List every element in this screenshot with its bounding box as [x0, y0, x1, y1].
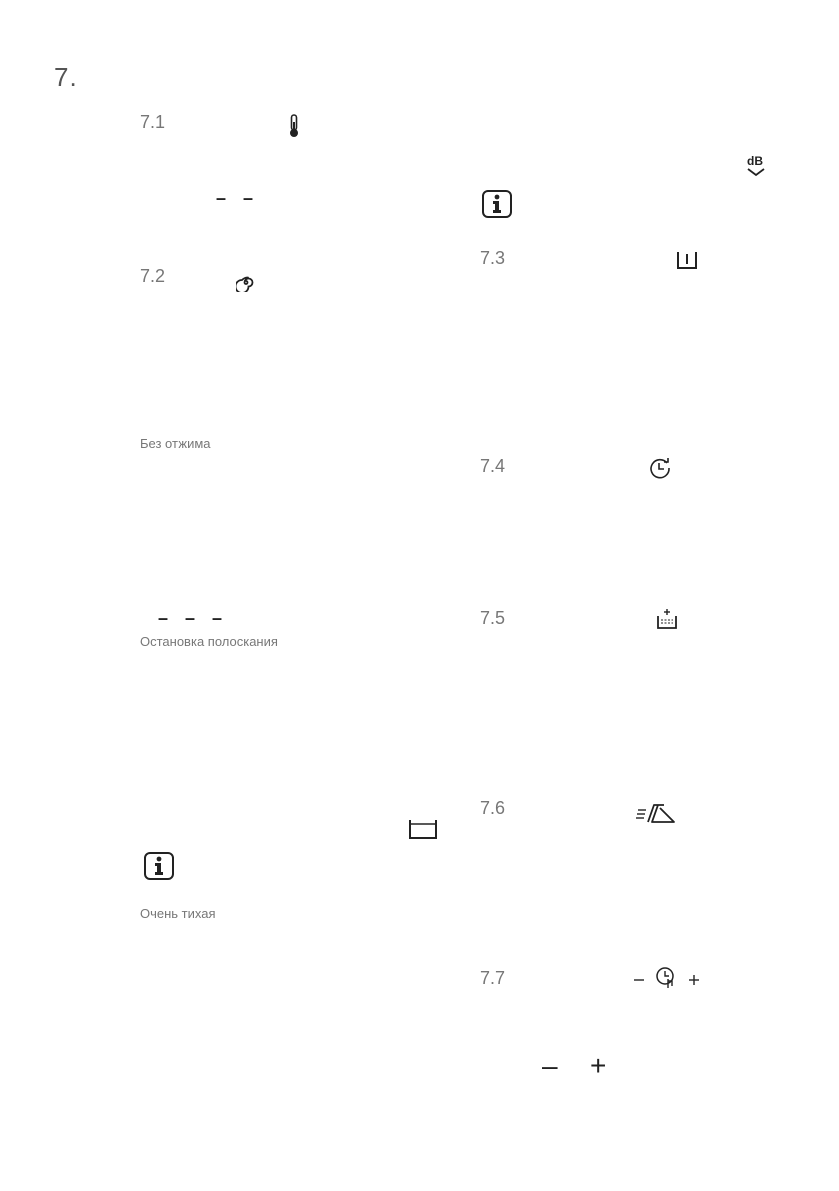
time-manager-icon: [632, 964, 702, 990]
section-7-5-number: 7.5: [480, 608, 506, 628]
section-7-1-number: 7.1: [140, 112, 166, 132]
section-7-3-number: 7.3: [480, 248, 506, 268]
easy-iron-icon: [636, 802, 676, 824]
db-quiet-icon: [744, 154, 768, 178]
section-7-2-number: 7.2: [140, 266, 166, 286]
label-no-spin: Без отжима: [140, 436, 211, 451]
info-icon: [144, 852, 174, 880]
extra-rinse-icon: [656, 608, 678, 630]
section-7-4-number: 7.4: [480, 456, 506, 476]
delay-start-icon: [648, 456, 672, 480]
chapter-number: 7.: [54, 62, 78, 92]
label-very-quiet: Очень тихая: [140, 906, 216, 921]
section-7-7-number: 7.7: [480, 968, 506, 988]
svg-text:dB: dB: [747, 154, 763, 168]
display-three-dashes: – – –: [158, 608, 229, 628]
thermometer-icon: [288, 114, 300, 138]
minus-symbol: –: [542, 1050, 558, 1081]
display-two-dashes: – –: [216, 188, 260, 208]
plus-symbol: +: [590, 1050, 607, 1081]
info-icon: [482, 190, 512, 218]
tub-icon: [408, 818, 438, 840]
spin-spiral-icon: [236, 272, 256, 292]
section-7-6-number: 7.6: [480, 798, 506, 818]
prewash-icon: [676, 250, 698, 270]
label-rinse-hold: Остановка полоскания: [140, 634, 278, 649]
